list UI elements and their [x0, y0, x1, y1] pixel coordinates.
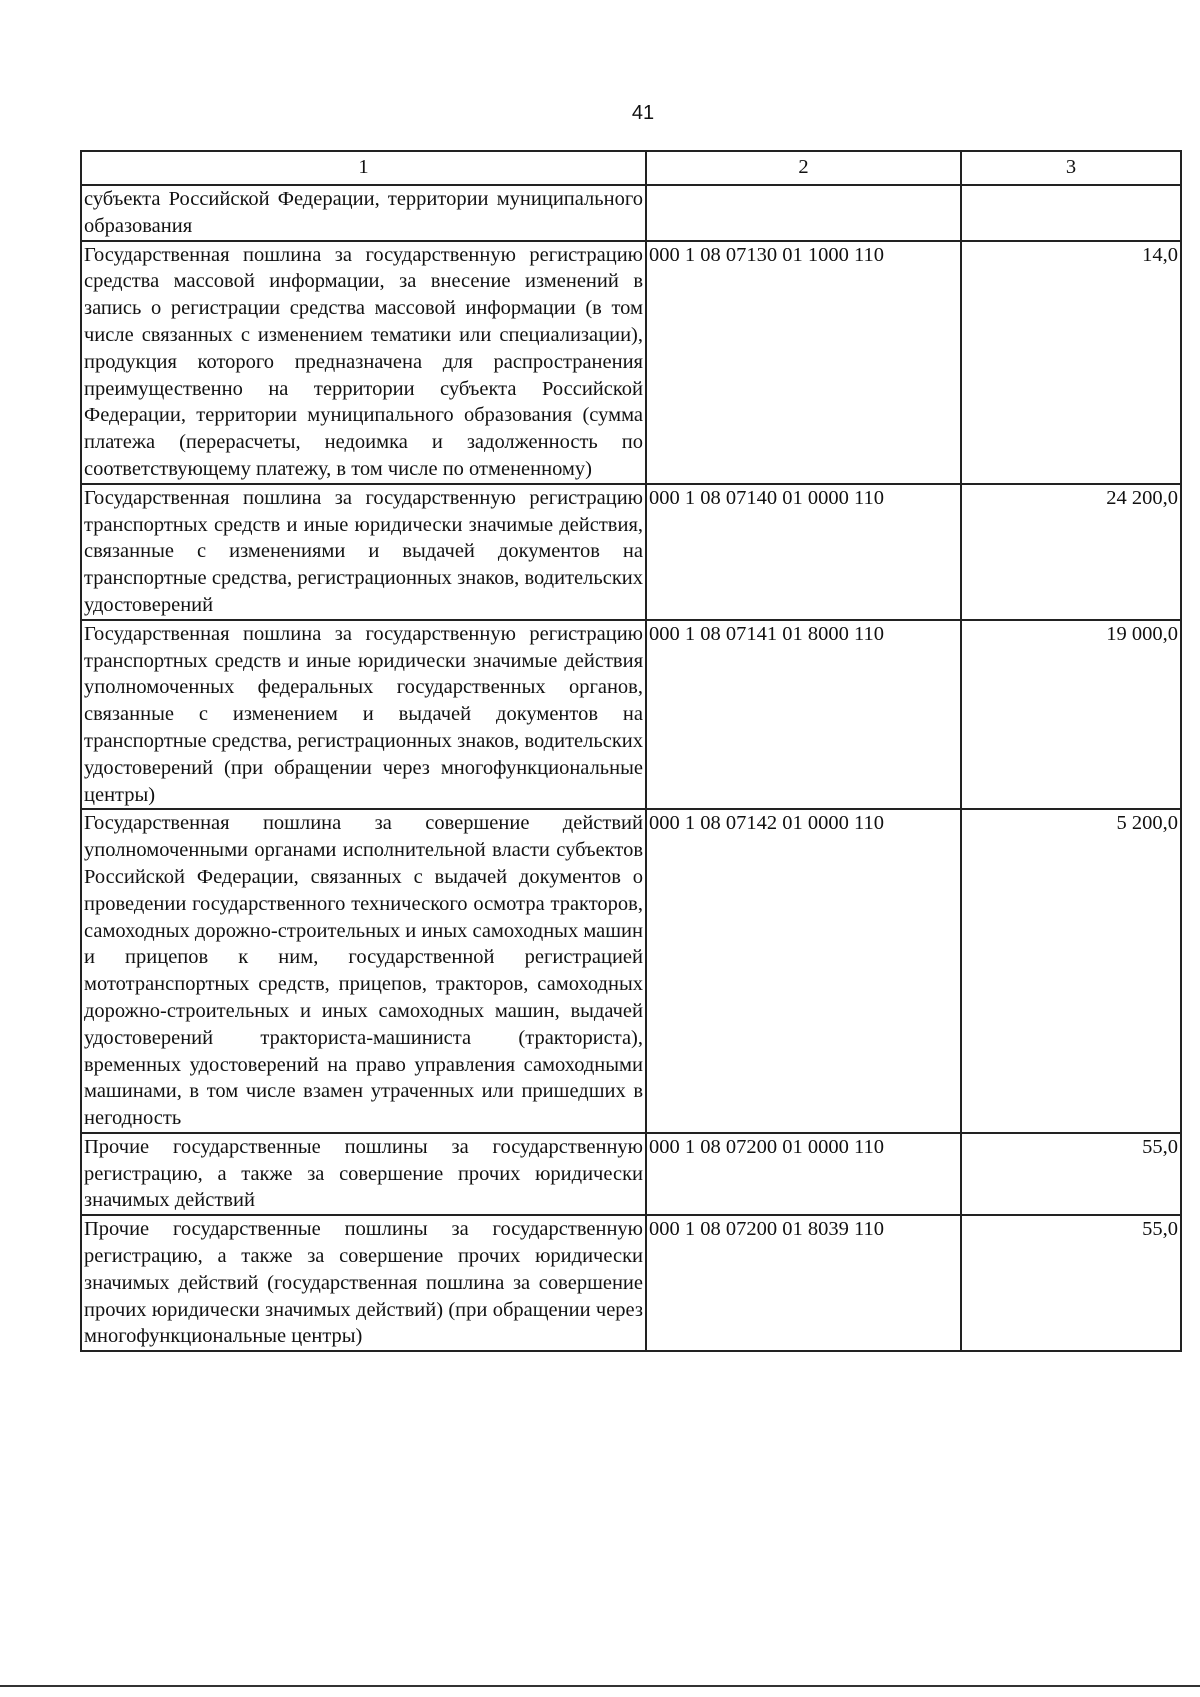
- row-description: Государственная пошлина за государственную регистрацию транспортных средств и иные юридически значимые действия, связанные с изменениями и выдачей документов на транспортные средства, регистрационных знаков, водительских удостоверений: [81, 484, 646, 620]
- table-row: [81, 241, 1181, 484]
- page-number: 41: [631, 102, 655, 124]
- row-description: Прочие государственные пошлины за государственную регистрацию, а также за совершение прочих юридически значимых действий (государственная пошлина за совершение прочих юридически значимых действий) (при обращении через многофункциональные центры): [81, 1215, 646, 1351]
- row-code: 000 1 08 07142 01 0000 110: [646, 809, 961, 1133]
- row-code: 000 1 08 07200 01 8039 110: [646, 1215, 961, 1351]
- row-code: 000 1 08 07140 01 0000 110: [646, 484, 961, 620]
- row-description: Государственная пошлина за государственную регистрацию транспортных средств и иные юридически значимые действия уполномоченных федеральных государственных органов, связанные с изменением и выдачей документов на транспортные средства, регистрационных знаков, водительских удостоверений (при обращении через многофункциональные центры): [81, 620, 646, 810]
- row-amount: 24 200,0: [961, 484, 1181, 620]
- row-code: 000 1 08 07200 01 0000 110: [646, 1133, 961, 1215]
- row-description: Прочие государственные пошлины за государственную регистрацию, а также за совершение прочих юридически значимых действий: [81, 1133, 646, 1215]
- row-description: субъекта Российской Федерации, территории муниципального образования: [81, 185, 646, 241]
- row-amount: 19 000,0: [961, 620, 1181, 810]
- table-row: [81, 185, 1181, 241]
- revenue-table: [80, 150, 1182, 1352]
- table-row: [81, 1133, 1181, 1215]
- table-row: [81, 809, 1181, 1133]
- row-description: Государственная пошлина за государственную регистрацию средства массовой информации, за внесение изменений в запись о регистрации средства массовой информации (в том числе связанных с изменением тематики или специализации), продукция которого предназначена для распространения преимущественно на территории субъекта Российской Федерации, территории муниципального образования (сумма платежа (перерасчеты, недоимка и задолженность по соответствующему платежу, в том числе по отмененному): [81, 241, 646, 484]
- table-row: [81, 620, 1181, 810]
- row-amount: 55,0: [961, 1133, 1181, 1215]
- row-amount: 55,0: [961, 1215, 1181, 1351]
- row-code: 000 1 08 07130 01 1000 110: [646, 241, 961, 484]
- table-header-row: [81, 151, 1181, 185]
- table-row: [81, 1215, 1181, 1351]
- column-header-2: 2: [646, 151, 961, 185]
- column-header-3: 3: [961, 151, 1181, 185]
- row-amount: [961, 185, 1181, 241]
- row-amount: 5 200,0: [961, 809, 1181, 1133]
- row-amount: 14,0: [961, 241, 1181, 484]
- row-description: Государственная пошлина за совершение действий уполномоченными органами исполнительной власти субъектов Российской Федерации, связанных с выдачей документов о проведении государственного технического осмотра тракторов, самоходных дорожно-строительных и иных самоходных машин и прицепов к ним, государственной регистрацией мототранспортных средств, прицепов, тракторов, самоходных дорожно-строительных и иных самоходных машин, выдачей удостоверений тракториста-машиниста (тракториста), временных удостоверений на право управления самоходными машинами, в том числе взамен утраченных или пришедших в негодность: [81, 809, 646, 1133]
- row-code: [646, 185, 961, 241]
- table-row: [81, 484, 1181, 620]
- bottom-scan-rule: [0, 1685, 1200, 1687]
- row-code: 000 1 08 07141 01 8000 110: [646, 620, 961, 810]
- column-header-1: 1: [81, 151, 646, 185]
